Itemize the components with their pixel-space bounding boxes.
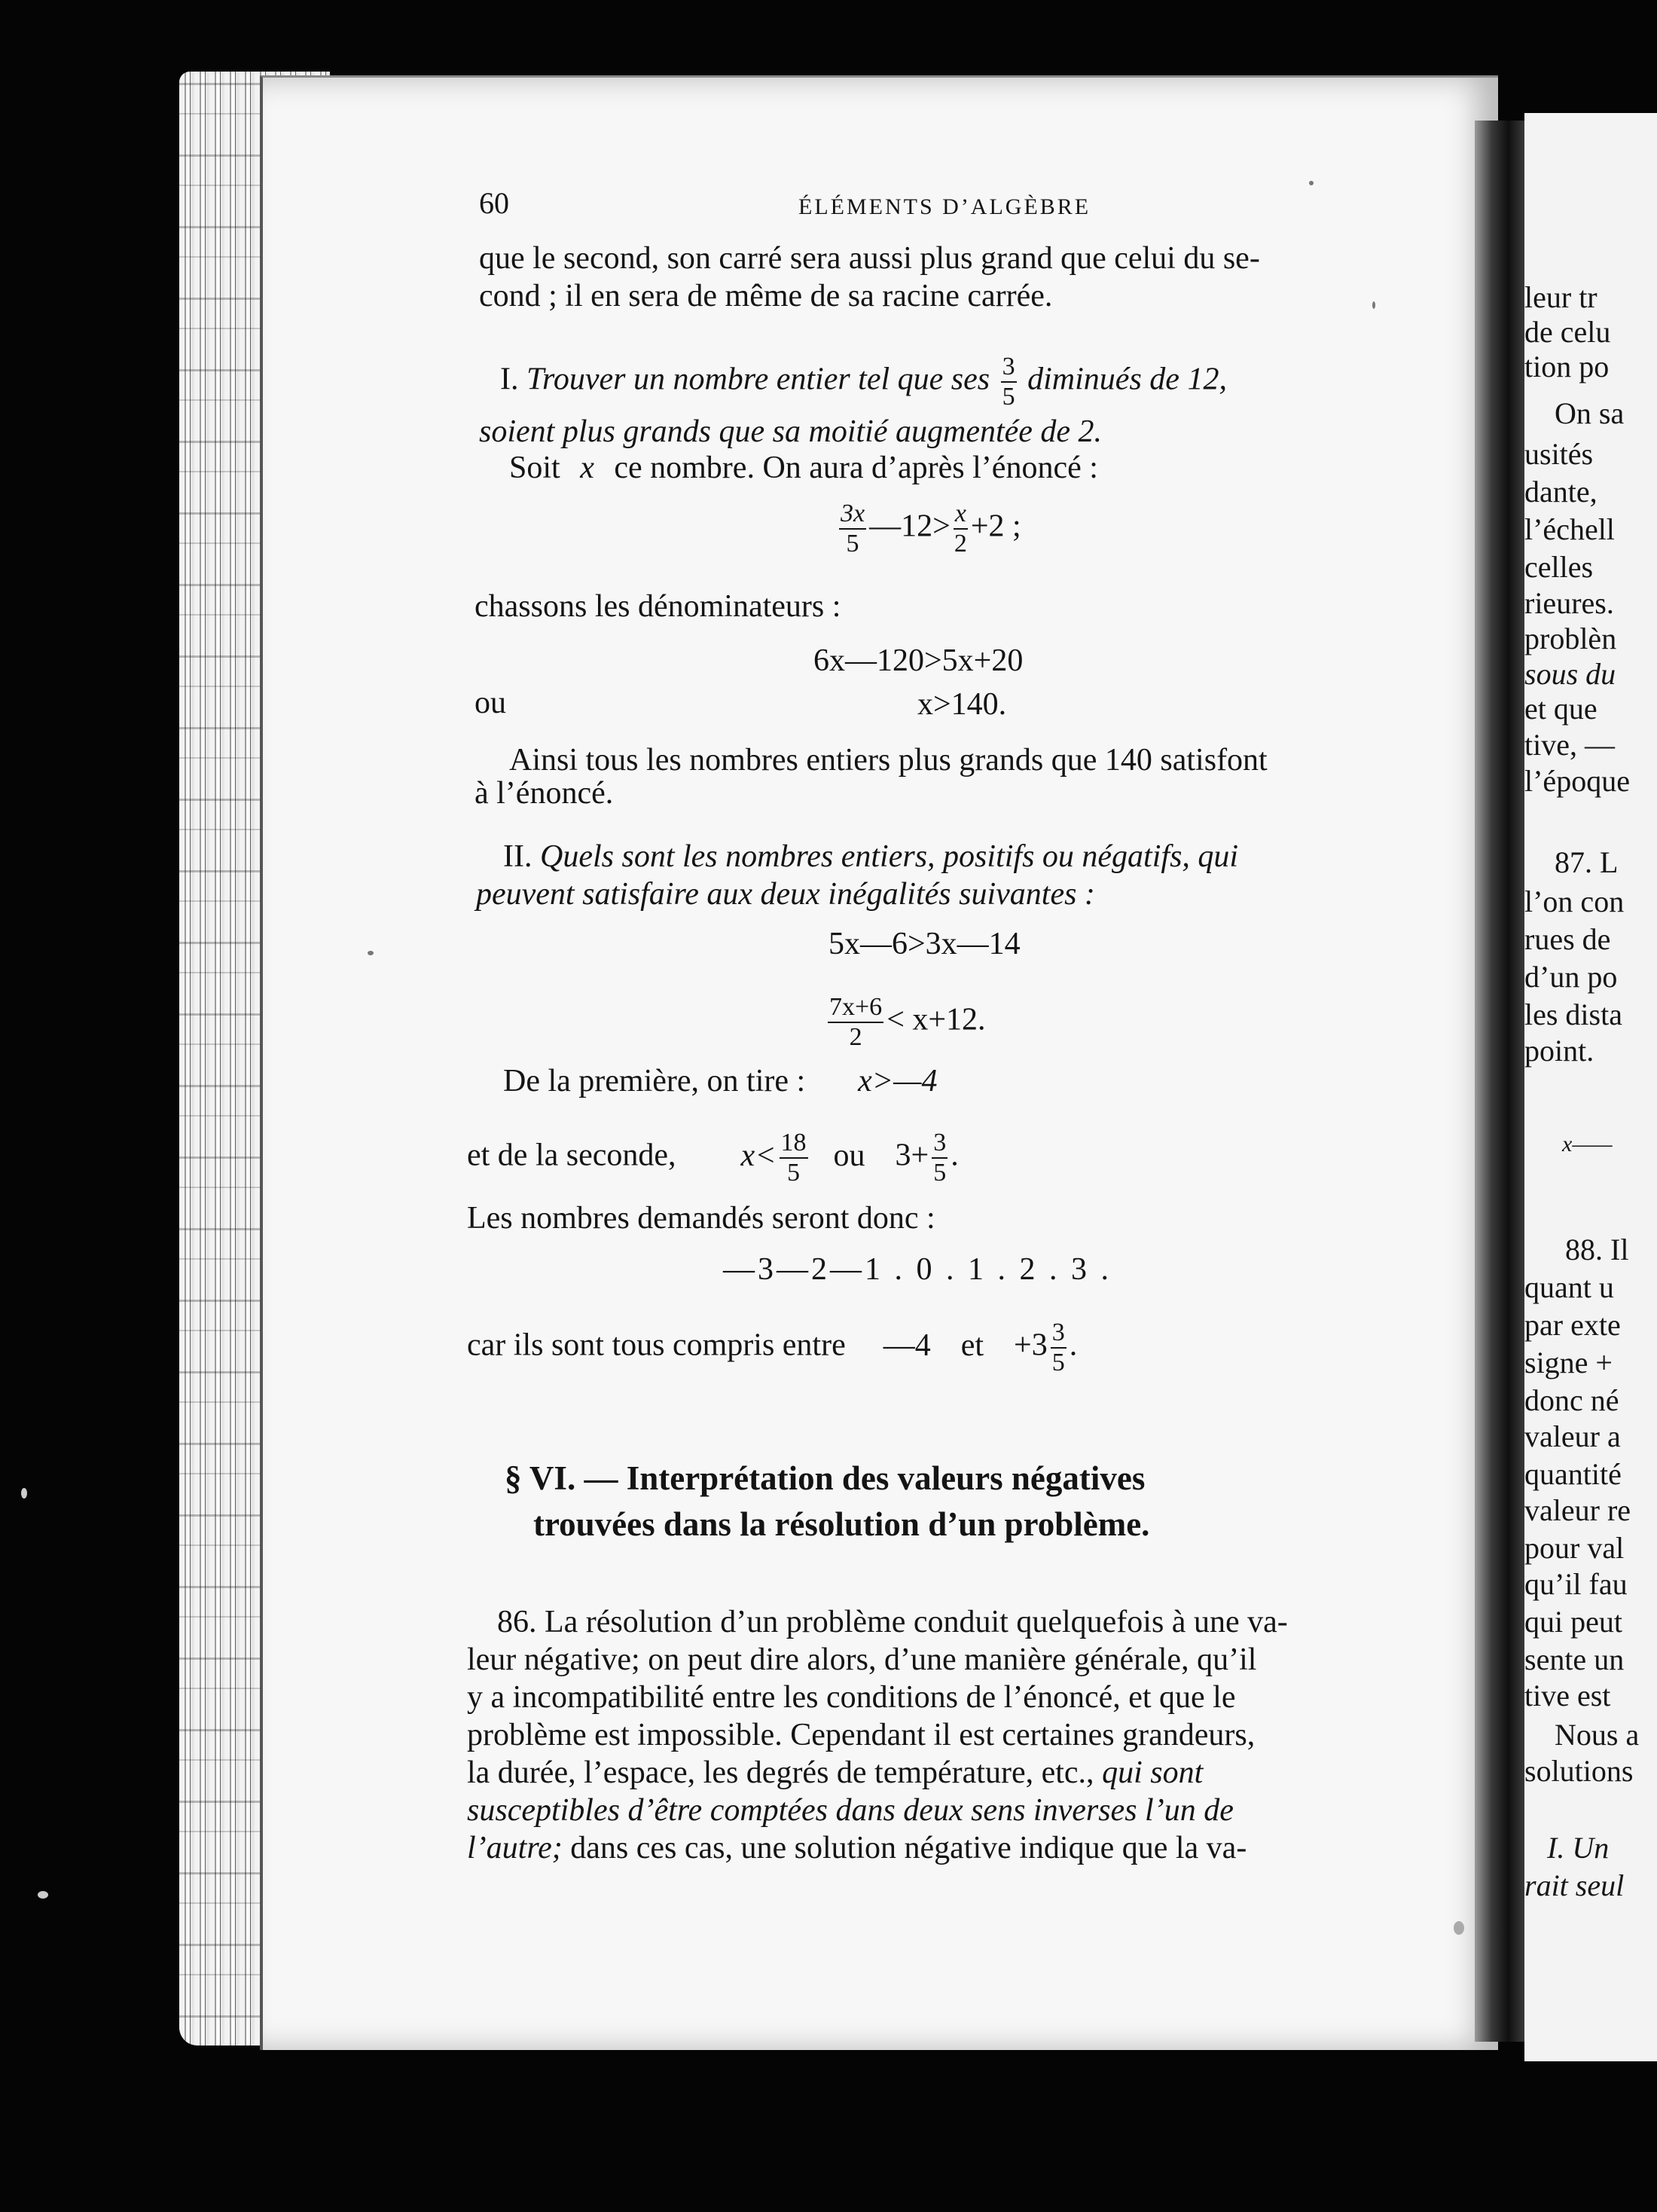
number-list: —3—2—1 . 0 . 1 . 2 . 3 .	[723, 1252, 1112, 1287]
right-page-line: rues de	[1524, 922, 1611, 956]
right-page-line: donc né	[1524, 1383, 1619, 1417]
right-page-line: d’un po	[1524, 960, 1618, 994]
scan-speck	[21, 1488, 27, 1499]
problem-2-statement: II. Quels sont les nombres entiers, positifs ou négatifs, qui	[503, 839, 1239, 874]
right-page-line: 87. L	[1555, 845, 1619, 879]
second-result: et de la seconde, x< $\frac{18}{5}$ ou 3+ $\frac{3}{5}$ .	[467, 1129, 959, 1187]
right-page-line: dante,	[1524, 475, 1597, 509]
right-page	[1524, 113, 1657, 2061]
right-page-line: 88. Il	[1565, 1233, 1629, 1266]
right-page-line: On sa	[1555, 396, 1625, 430]
right-page-line: I. Un	[1547, 1831, 1610, 1865]
first-result: De la première, on tire : x>—4	[503, 1064, 938, 1098]
paragraph-line: Les nombres demandés seront donc :	[467, 1201, 935, 1236]
paragraph-line: leur négative; on peut dire alors, d’une manière générale, qu’il	[467, 1642, 1257, 1677]
right-page-line: usités	[1524, 437, 1594, 471]
right-page-line: qu’il fau	[1524, 1567, 1628, 1601]
paragraph-line: problème est impossible. Cependant il est certaines grandeurs,	[467, 1718, 1256, 1752]
scan-speck	[1309, 181, 1314, 185]
right-page-line: tive, —	[1524, 728, 1615, 762]
right-page-line: valeur re	[1524, 1493, 1631, 1527]
book-gutter	[1475, 121, 1530, 2042]
problem-text: Trouver un nombre entier tel que ses	[526, 362, 990, 397]
equation-3: x>140.	[917, 687, 1007, 722]
right-page-line: par exte	[1524, 1308, 1621, 1342]
right-page-line: pour val	[1524, 1531, 1625, 1565]
scan-speck	[1372, 301, 1375, 309]
paragraph-line: que le second, son carré sera aussi plus grand que celui du se-	[479, 241, 1260, 276]
right-page-line: problèn	[1524, 622, 1617, 655]
right-page-line: signe +	[1524, 1346, 1613, 1379]
paragraph-line: 86. La résolution d’un problème conduit quelquefois à une va-	[497, 1605, 1288, 1639]
right-page-line: x——	[1562, 1132, 1613, 1156]
scan-speck	[368, 951, 374, 955]
equation-2: 6x—120>5x+20	[813, 643, 1024, 678]
equation-1: $\frac{3x}{5}$ —12> $\frac{x}{2}$ +2 ;	[841, 500, 1021, 558]
right-page-line: Nous a	[1555, 1718, 1640, 1752]
section-title: § VI. — Interprétation des valeurs négatives	[505, 1459, 1146, 1497]
right-page-line: sente un	[1524, 1642, 1625, 1676]
right-page-line: quant u	[1524, 1270, 1614, 1304]
fraction: $\frac{3}{5}$	[1002, 353, 1015, 411]
right-page-line: l’échell	[1524, 512, 1615, 546]
right-page-line: et que	[1524, 692, 1597, 726]
right-page-line: qui peut	[1524, 1605, 1622, 1639]
problem-1-statement	[500, 354, 1227, 410]
paragraph-line: y a incompatibilité entre les conditions de l’énoncé, et que le	[467, 1680, 1236, 1715]
right-page-line: rait seul	[1524, 1868, 1625, 1902]
paragraph-line: à l’énoncé.	[475, 776, 614, 811]
scan-speck	[38, 1891, 48, 1899]
paragraph-line: Ainsi tous les nombres entiers plus grands que 140 satisfont	[509, 743, 1268, 778]
problem-label: I.	[500, 362, 519, 397]
section-title: trouvées dans la résolution d’un problème.	[533, 1505, 1150, 1543]
right-page-line: tion po	[1524, 350, 1610, 383]
inequality-2: $\frac{7x+6}{2}$ < x+12.	[829, 993, 986, 1051]
soit-line: Soit x ce nombre. On aura d’après l’énoncé :	[509, 451, 1098, 485]
right-page-line: sous du	[1524, 657, 1616, 691]
right-page-line: les dista	[1524, 998, 1622, 1031]
paragraph-line: la durée, l’espace, les degrés de température, etc., qui sont	[467, 1755, 1204, 1790]
right-page-line: leur tr	[1524, 280, 1597, 314]
running-header: ÉLÉMENTS D’ALGÈBRE	[798, 194, 1091, 219]
scan-speck	[1454, 1921, 1464, 1935]
right-page-line: celles	[1524, 550, 1594, 584]
ou-label: ou	[475, 686, 506, 720]
problem-1-statement-cont: soient plus grands que sa moitié augmentée de 2.	[479, 414, 1103, 449]
right-page-line: solutions	[1524, 1754, 1634, 1788]
car-line: car ils sont tous compris entre —4 et +3 $\frac{3}{5}$ .	[467, 1318, 1078, 1376]
right-page-line: rieures.	[1524, 586, 1614, 620]
right-page-line: de celu	[1524, 315, 1611, 349]
paragraph-line: susceptibles d’être comptées dans deux sens inverses l’un de	[467, 1793, 1234, 1828]
page-number: 60	[479, 186, 509, 220]
right-page-line: l’époque	[1524, 764, 1630, 798]
inequality-1: 5x—6>3x—14	[828, 927, 1021, 961]
paragraph-line: chassons les dénominateurs :	[475, 589, 841, 624]
paragraph-line: cond ; il en sera de même de sa racine carrée.	[479, 279, 1053, 313]
right-page-line: tive est	[1524, 1679, 1611, 1712]
right-page-line: valeur a	[1524, 1419, 1621, 1453]
problem-text: diminués de 12,	[1027, 362, 1227, 397]
right-page-line: l’on con	[1524, 884, 1625, 918]
right-page-line: quantité	[1524, 1457, 1622, 1491]
paragraph-line: l’autre; dans ces cas, une solution négative indique que la va-	[467, 1831, 1247, 1865]
right-page-line: point.	[1524, 1034, 1594, 1068]
problem-2-statement-cont: peuvent satisfaire aux deux inégalités suivantes :	[476, 877, 1095, 912]
